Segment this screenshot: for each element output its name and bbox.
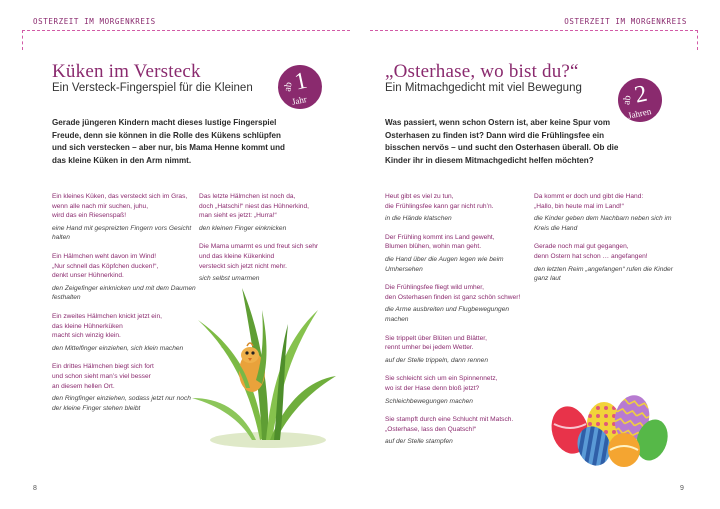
frame-edge-right — [697, 30, 698, 50]
left-page-intro: Gerade jüngeren Kindern macht dieses lustige Fingerspiel Freude, denn sie können in die Rolle des Kükens schlüpfen und sich verstecken – aber nur, bis Mama Henne kommt und das kleine Küken in den Arm nimmt. — [52, 118, 285, 165]
instruction: den kleinen Finger einknicken — [199, 224, 287, 232]
stanza — [385, 415, 535, 447]
right-page-column-2 — [534, 192, 674, 293]
instruction: die Hand über die Augen legen wie beim Umhersehen — [385, 255, 504, 273]
instruction: den Zeigefinger einknicken und mit dem Daumen festhalten — [52, 284, 196, 302]
stanza — [52, 362, 202, 413]
verse: Die Mama umarmt es und freut sich sehr und das kleine Kükenkind versteckt sich jetzt nicht mehr. — [199, 243, 319, 270]
stanza — [52, 252, 202, 303]
instruction: die Kinder geben dem Nachbarn neben sich im Kreis die Hand — [534, 215, 672, 232]
running-header-right: OSTERZEIT IM MORGENKREIS — [564, 17, 687, 26]
verse: Ein drittes Hälmchen biegt sich fort und schon sieht man’s viel besser an diesem hellen Ort. — [52, 363, 154, 390]
instruction: in die Hände klatschen — [385, 215, 452, 223]
instruction: eine Hand mit gespreizten Fingern vors Gesicht halten — [52, 224, 192, 242]
age-badge-right: ab 2 Jahren — [614, 74, 666, 126]
verse: Gerade noch mal gut gegangen, denn Ostern hat schon … angefangen! — [534, 243, 648, 260]
stanza — [385, 334, 535, 366]
stanza — [534, 242, 674, 283]
verse: Sie schleicht sich um ein Spinnennetz, wo ist der Hase denn bloß jetzt? — [385, 375, 498, 392]
left-page-title: Küken im Versteck — [52, 61, 201, 82]
verse: Ein kleines Küken, das versteckt sich im Gras, wenn alle nach mir suchen, juhu, wird das ein Riesenspaß! — [52, 193, 188, 220]
stanza — [385, 192, 535, 224]
stanza — [52, 312, 202, 353]
page-number-left: 8 — [33, 485, 37, 492]
stanza — [52, 192, 202, 243]
instruction: den Ringfinger einziehen, sodass jetzt nur noch der kleine Finger stehen bleibt — [52, 395, 191, 412]
stanza — [199, 242, 334, 283]
stanza — [385, 374, 535, 406]
stanza — [534, 192, 674, 233]
right-page-column-1 — [385, 192, 535, 456]
verse: Da kommt er doch und gibt die Hand: „Hallo, bin heute mal im Land!“ — [534, 193, 644, 210]
header-divider-left — [22, 30, 350, 31]
left-page-column-1 — [52, 192, 202, 422]
right-page-title: „Osterhase, wo bist du?“ — [385, 61, 579, 82]
age-badge-left: ab 1 Jahr — [274, 61, 326, 113]
frame-edge-left — [22, 30, 23, 50]
header-divider-right — [370, 30, 698, 31]
page-number-right: 9 — [680, 485, 684, 492]
left-page-column-2 — [199, 192, 334, 293]
stanza — [385, 233, 535, 274]
running-header-left: OSTERZEIT IM MORGENKREIS — [33, 17, 156, 26]
right-page-intro: Was passiert, wenn schon Ostern ist, aber keine Spur vom Osterhasen zu finden ist? Dann wird die Frühlingsfee ein bisschen nervös – und sucht den Osterhasen überall. Ob die Kinder ihr in diesem Mitmachgedicht helfen möchten? — [385, 118, 619, 165]
left-page-subtitle: Ein Versteck-Fingerspiel für die Kleinen — [52, 82, 253, 94]
chick-in-grass-illustration — [190, 280, 340, 452]
verse: Ein Hälmchen weht davon im Wind! „Nur schnell das Köpfchen ducken!“, denkt unser Hühnerkind. — [52, 252, 159, 280]
verse: Heut gibt es viel zu tun, die Frühlingsfee kann gar nicht ruh’n. — [385, 193, 494, 210]
instruction: auf der Stelle stampfen — [385, 438, 453, 446]
instruction: den Mittelfinger einziehen, sich klein machen — [52, 344, 184, 352]
instruction: den letzten Reim „angefangen“ rufen die Kinder ganz laut — [534, 265, 673, 283]
instruction: auf der Stelle trippeln, dann rennen — [385, 356, 489, 364]
instruction: Schleichbewegungen machen — [385, 397, 473, 405]
stanza — [199, 192, 334, 233]
verse: Sie trippelt über Blüten und Blätter, rennt umher bei jedem Wetter. — [385, 334, 487, 352]
verse: Sie stampft durch eine Schlucht mit Matsch. „Osterhase, lass den Quatsch!“ — [385, 416, 514, 433]
verse: Die Frühlingsfee fliegt wild umher, den Osterhasen finden ist ganz schön schwer! — [385, 284, 521, 301]
easter-eggs-illustration — [546, 388, 670, 468]
instruction: die Arme ausbreiten und Flugbewegungen machen — [385, 306, 510, 323]
instruction: sich selbst umarmen — [199, 275, 260, 283]
verse: Ein zweites Hälmchen knickt jetzt ein, das kleine Hühnerküken macht sich winzig klein. — [52, 312, 162, 340]
right-page-subtitle: Ein Mitmachgedicht mit viel Bewegung — [385, 82, 582, 94]
stanza — [385, 283, 535, 324]
verse: Das letzte Hälmchen ist noch da, doch „Hatschi!“ niest das Hühnerkind, man sieht es jetzt: „Hurra!“ — [199, 193, 309, 220]
verse: Der Frühling kommt ins Land geweht, Blumen blühen, wohin man geht. — [385, 233, 495, 251]
